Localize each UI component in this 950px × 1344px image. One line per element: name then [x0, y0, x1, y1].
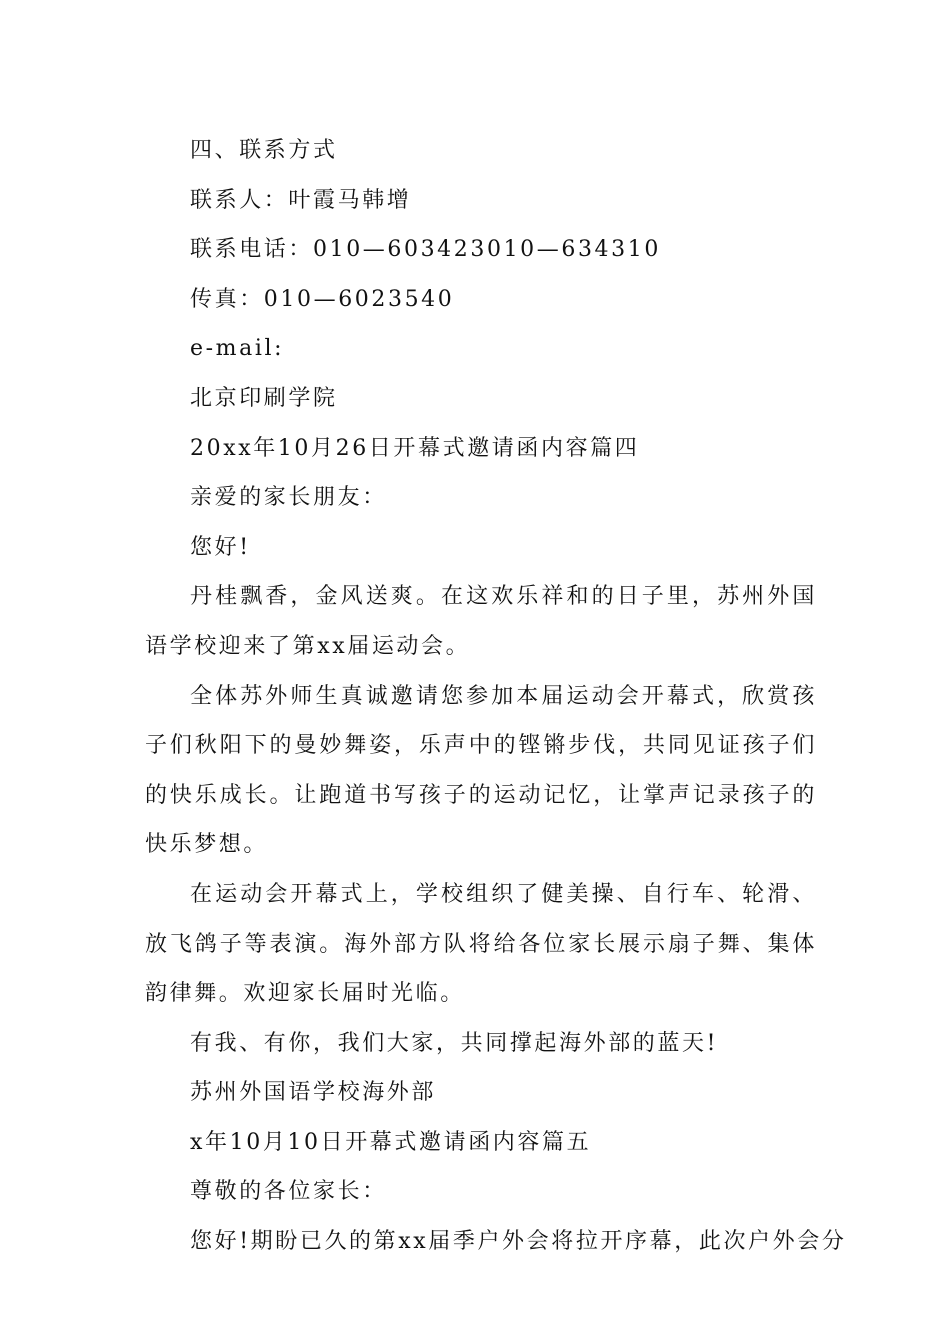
section-four-title: 20xx年10月26日开幕式邀请函内容篇四: [190, 435, 640, 461]
contact-phone: 联系电话：010—603423010—634310: [190, 237, 661, 263]
contact-person: 联系人：叶霞马韩增: [190, 187, 412, 213]
slogan-line: 有我、有你，我们大家，共同撑起海外部的蓝天!: [190, 1030, 719, 1056]
institution-name: 北京印刷学院: [190, 385, 338, 411]
document-body: [145, 126, 847, 1267]
paragraph-invitation: 全体苏外师生真诚邀请您参加本届运动会开幕式，欣赏孩子们秋阳下的曼妙舞姿，乐声中的铿锵步伐，共同见证孩子们的快乐成长。让跑道书写孩子的运动记忆，让掌声记录孩子的快乐梦想。: [145, 683, 817, 858]
section-five-title: x年10月10日开幕式邀请函内容篇五: [190, 1129, 592, 1155]
paragraph-outdoor: 您好!期盼已久的第xx届季户外会将拉开序幕，此次户外会分: [190, 1229, 847, 1255]
greeting-parents: 亲爱的家长朋友：: [190, 485, 387, 511]
hello-line: 您好!: [190, 534, 251, 560]
fax-number: 传真：010—6023540: [190, 286, 455, 312]
contact-heading: 四、联系方式: [190, 138, 338, 163]
paragraph-program: 在运动会开幕式上，学校组织了健美操、自行车、轮滑、放飞鸽子等表演。海外部方队将给各位家长展示扇子舞、集体韵律舞。欢迎家长届时光临。: [145, 881, 817, 1007]
greeting-respected: 尊敬的各位家长：: [190, 1179, 387, 1205]
email-label: e-mail:: [190, 336, 285, 362]
signature-line: 苏州外国语学校海外部: [190, 1080, 437, 1106]
paragraph-autumn: 丹桂飘香，金风送爽。在这欢乐祥和的日子里，苏州外国语学校迎来了第xx届运动会。: [145, 584, 817, 659]
